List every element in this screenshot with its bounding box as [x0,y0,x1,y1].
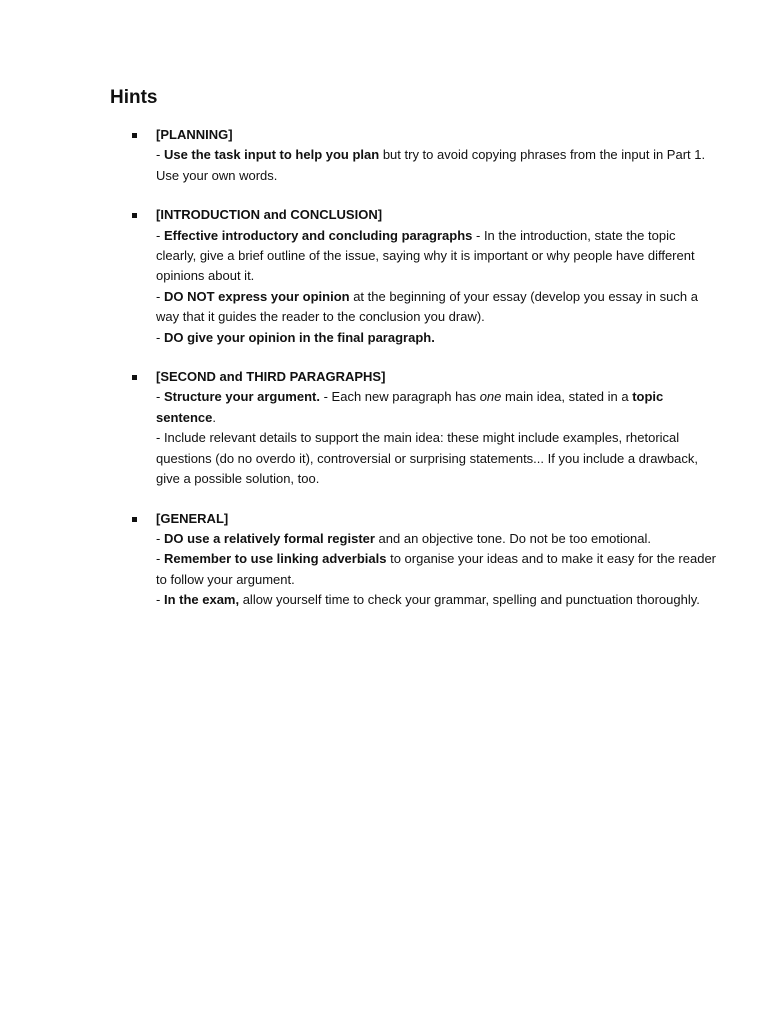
body-text: - [156,530,164,546]
body-text: - Each new paragraph has [319,389,480,405]
hint-line [156,145,718,186]
page-title: Hints [110,87,158,108]
body-text: - [156,592,164,608]
emphasis-text: DO use a relatively formal register [163,530,375,546]
hint-line [156,428,718,489]
hint-line [156,529,718,549]
hint-heading: [INTRODUCTION and CONCLUSION] [156,207,383,223]
body-text: - [156,329,164,345]
hint-heading: [PLANNING] [156,127,233,142]
square-bullet-icon [132,213,137,218]
hint-section [0,509,768,611]
body-text: allow yourself time to check your grammar, spelling and punctuation thoroughly. [239,592,700,608]
emphasis-text: Use the task input to help you plan [163,147,380,163]
emphasis-text: topic sentence [156,389,664,425]
hint-line [156,226,718,287]
hint-line [156,328,718,348]
body-text: but try to avoid copying phrases from the input in Part 1. Use your own words. [156,147,706,183]
body-text: - [156,288,164,304]
square-bullet-icon [132,375,137,380]
body-text: - [156,227,164,243]
body-text: main idea, stated in a [501,389,633,405]
emphasis-text: DO give your opinion in the final paragraph. [163,329,435,345]
body-text: - [156,147,164,163]
hint-line [156,549,718,590]
body-text: - [156,389,164,405]
square-bullet-icon [132,517,137,522]
body-text: - Include relevant details to support the main idea: these might include examples, rhetorical questions (do no overdo it), controversial or surprising statements... If you include a drawback, give a possible solution, too. [156,430,698,487]
hint-heading: [SECOND and THIRD PARAGRAPHS] [156,369,386,385]
body-text: to organise your ideas and to make it easy for the reader to follow your argument. [156,551,717,587]
body-text: - In the introduction, state the topic clearly, give a brief outline of the issue, saying why it is important or why people have different opinions about it. [156,227,695,284]
hint-heading: [GENERAL] [156,510,229,526]
hint-line [156,287,718,328]
hint-line [156,590,718,610]
body-text: - [156,551,164,567]
body-text: at the beginning of your essay (develop you essay in such a way that it guides the reader to the conclusion you draw). [156,288,698,325]
square-bullet-icon [132,133,137,138]
hint-line [156,387,718,428]
hint-list [0,125,768,630]
body-text: . [212,409,216,425]
italic-text: one [479,389,502,405]
body-text: and an objective tone. Do not be too emotional. [374,530,652,546]
emphasis-text: Remember to use linking adverbials [163,551,387,567]
hint-section [0,205,768,348]
hint-section [0,125,768,186]
emphasis-text: Structure your argument. [163,389,320,405]
emphasis-text: DO NOT express your opinion [163,288,350,304]
emphasis-text: In the exam, [163,592,240,608]
hint-section [0,367,768,489]
emphasis-text: Effective introductory and concluding paragraphs [163,227,473,243]
